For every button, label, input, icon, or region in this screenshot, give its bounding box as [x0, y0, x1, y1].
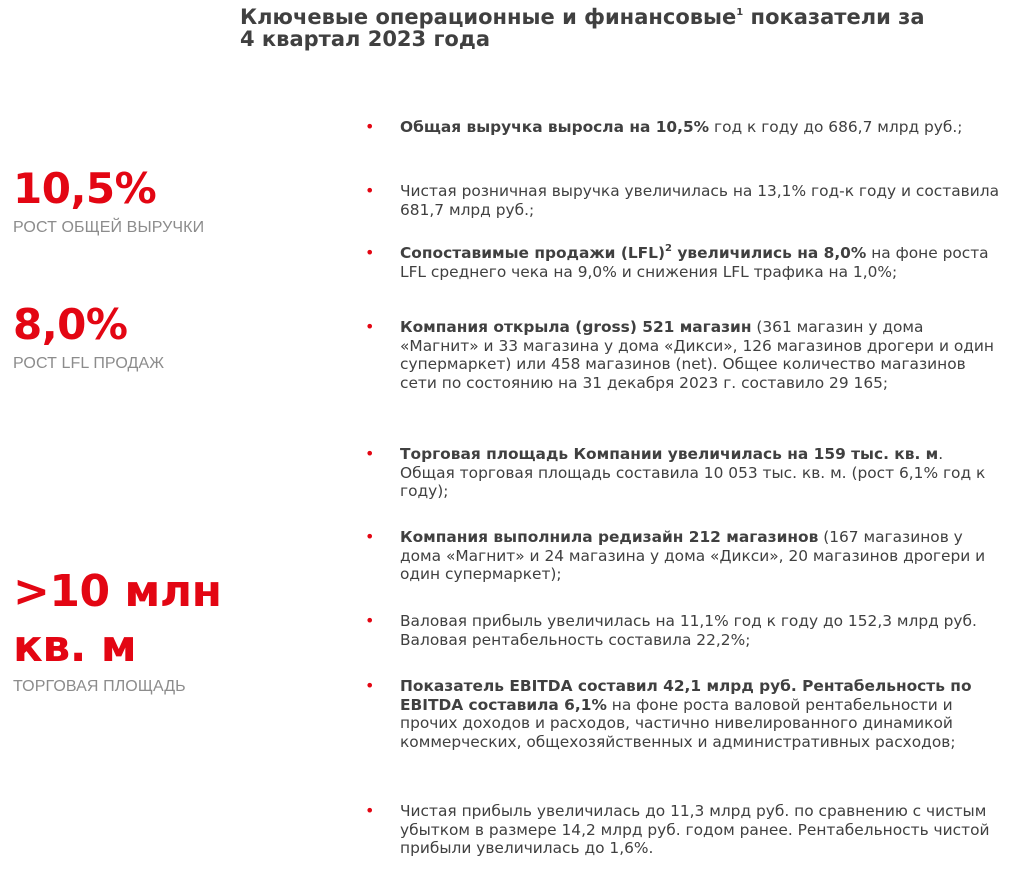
highlight-text: Показатель EBITDA составил 42,1 млрд руб. Рентабельность по EBITDA составила 6,1%	[400, 677, 972, 714]
bullet-icon: •	[365, 117, 375, 136]
title-line1-prefix: Ключевые операционные и финансовые	[240, 5, 737, 29]
body-text: Чистая розничная выручка увеличилась на 13,1% год-к году и составила 681,7 млрд руб.;	[400, 182, 999, 219]
bullet-icon: •	[365, 243, 375, 262]
bullet-icon: •	[365, 181, 375, 200]
list-item-text	[400, 244, 1000, 281]
stat-value: 10,5%	[13, 164, 157, 213]
body-text: Чистая прибыль увеличилась до 11,3 млрд руб. по сравнению с чистым убытком в размере 14,2 млрд руб. годом ранее. Рентабельность чистой прибыли увеличилась до 1,6%.	[400, 802, 990, 858]
stat-value-line1: >10 млн	[13, 566, 222, 617]
list-item-text	[400, 182, 1000, 219]
list-item-text	[400, 677, 1000, 751]
stat-lfl-growth	[13, 299, 164, 373]
list-item-text	[400, 118, 1000, 137]
body-text: (167 магазинов у дома «Магнит» и 24 магазина у дома «Дикси», 20 магазинов дрогери и один супермаркет);	[400, 528, 986, 584]
highlight-text: Сопоставимые продажи (LFL)	[400, 244, 666, 262]
bullet-icon: •	[365, 801, 375, 820]
stat-label: ТОРГОВАЯ ПЛОЩАДЬ	[13, 678, 186, 695]
list-item-text	[400, 528, 1000, 584]
body-text: на фоне роста LFL среднего чека на 9,0% и снижения LFL трафика на 1,0%;	[400, 244, 989, 281]
bullet-icon: •	[365, 444, 375, 463]
bullet-icon: •	[365, 317, 375, 336]
body-text: (361 магазин у дома «Магнит» и 33 магазина у дома «Дикси», 126 магазинов дрогери и один супермаркет) или 458 магазинов (net). Общее количество магазинов сети по состоянию на 31 декабря 2023 г. составило 29 165;	[400, 318, 994, 392]
page-title	[240, 6, 1010, 50]
title-line1-suffix: показатели за	[743, 5, 925, 29]
highlight-text: Компания выполнила редизайн 212 магазинов	[400, 528, 819, 546]
stat-value: 8,0%	[13, 300, 128, 349]
bullet-icon: •	[365, 527, 375, 546]
highlight-text: увеличились на 8,0%	[671, 244, 867, 262]
body-text: Валовая прибыль увеличилась на 11,1% год к году до 152,3 млрд руб. Валовая рентабельность составила 22,2%;	[400, 612, 977, 649]
stat-selling-space	[13, 564, 222, 696]
list-item-text	[400, 318, 1000, 392]
bullet-icon: •	[365, 611, 375, 630]
stat-revenue-growth	[13, 163, 204, 237]
stat-value-line2: кв. м	[13, 621, 137, 672]
highlight-text: Компания открыла (gross) 521 магазин	[400, 318, 752, 336]
highlight-text: Торговая площадь Компании увеличилась на 159 тыс. кв. м	[400, 445, 939, 463]
body-text: год к году до 686,7 млрд руб.;	[709, 118, 963, 136]
highlight-text: Общая выручка выросла на 10,5%	[400, 118, 710, 136]
footnote-marker: 2	[665, 243, 672, 254]
body-text: на фоне роста валовой рентабельности и прочих доходов и расходов, частично нивелированного динамикой коммерческих, общехозяйственных и административных расходов;	[400, 695, 956, 751]
title-line2: 4 квартал 2023 года	[240, 27, 490, 51]
list-item-text	[400, 802, 1000, 858]
list-item-text	[400, 612, 1000, 649]
stat-label: РОСТ ОБЩЕЙ ВЫРУЧКИ	[13, 219, 205, 236]
list-item-text	[400, 445, 1000, 501]
stat-label: РОСТ LFL ПРОДАЖ	[13, 355, 165, 372]
body-text: . Общая торговая площадь составила 10 053 тыс. кв. м. (рост 6,1% год к году);	[400, 445, 986, 501]
bullet-icon: •	[365, 676, 375, 695]
title-footnote-marker: 1	[736, 7, 744, 18]
